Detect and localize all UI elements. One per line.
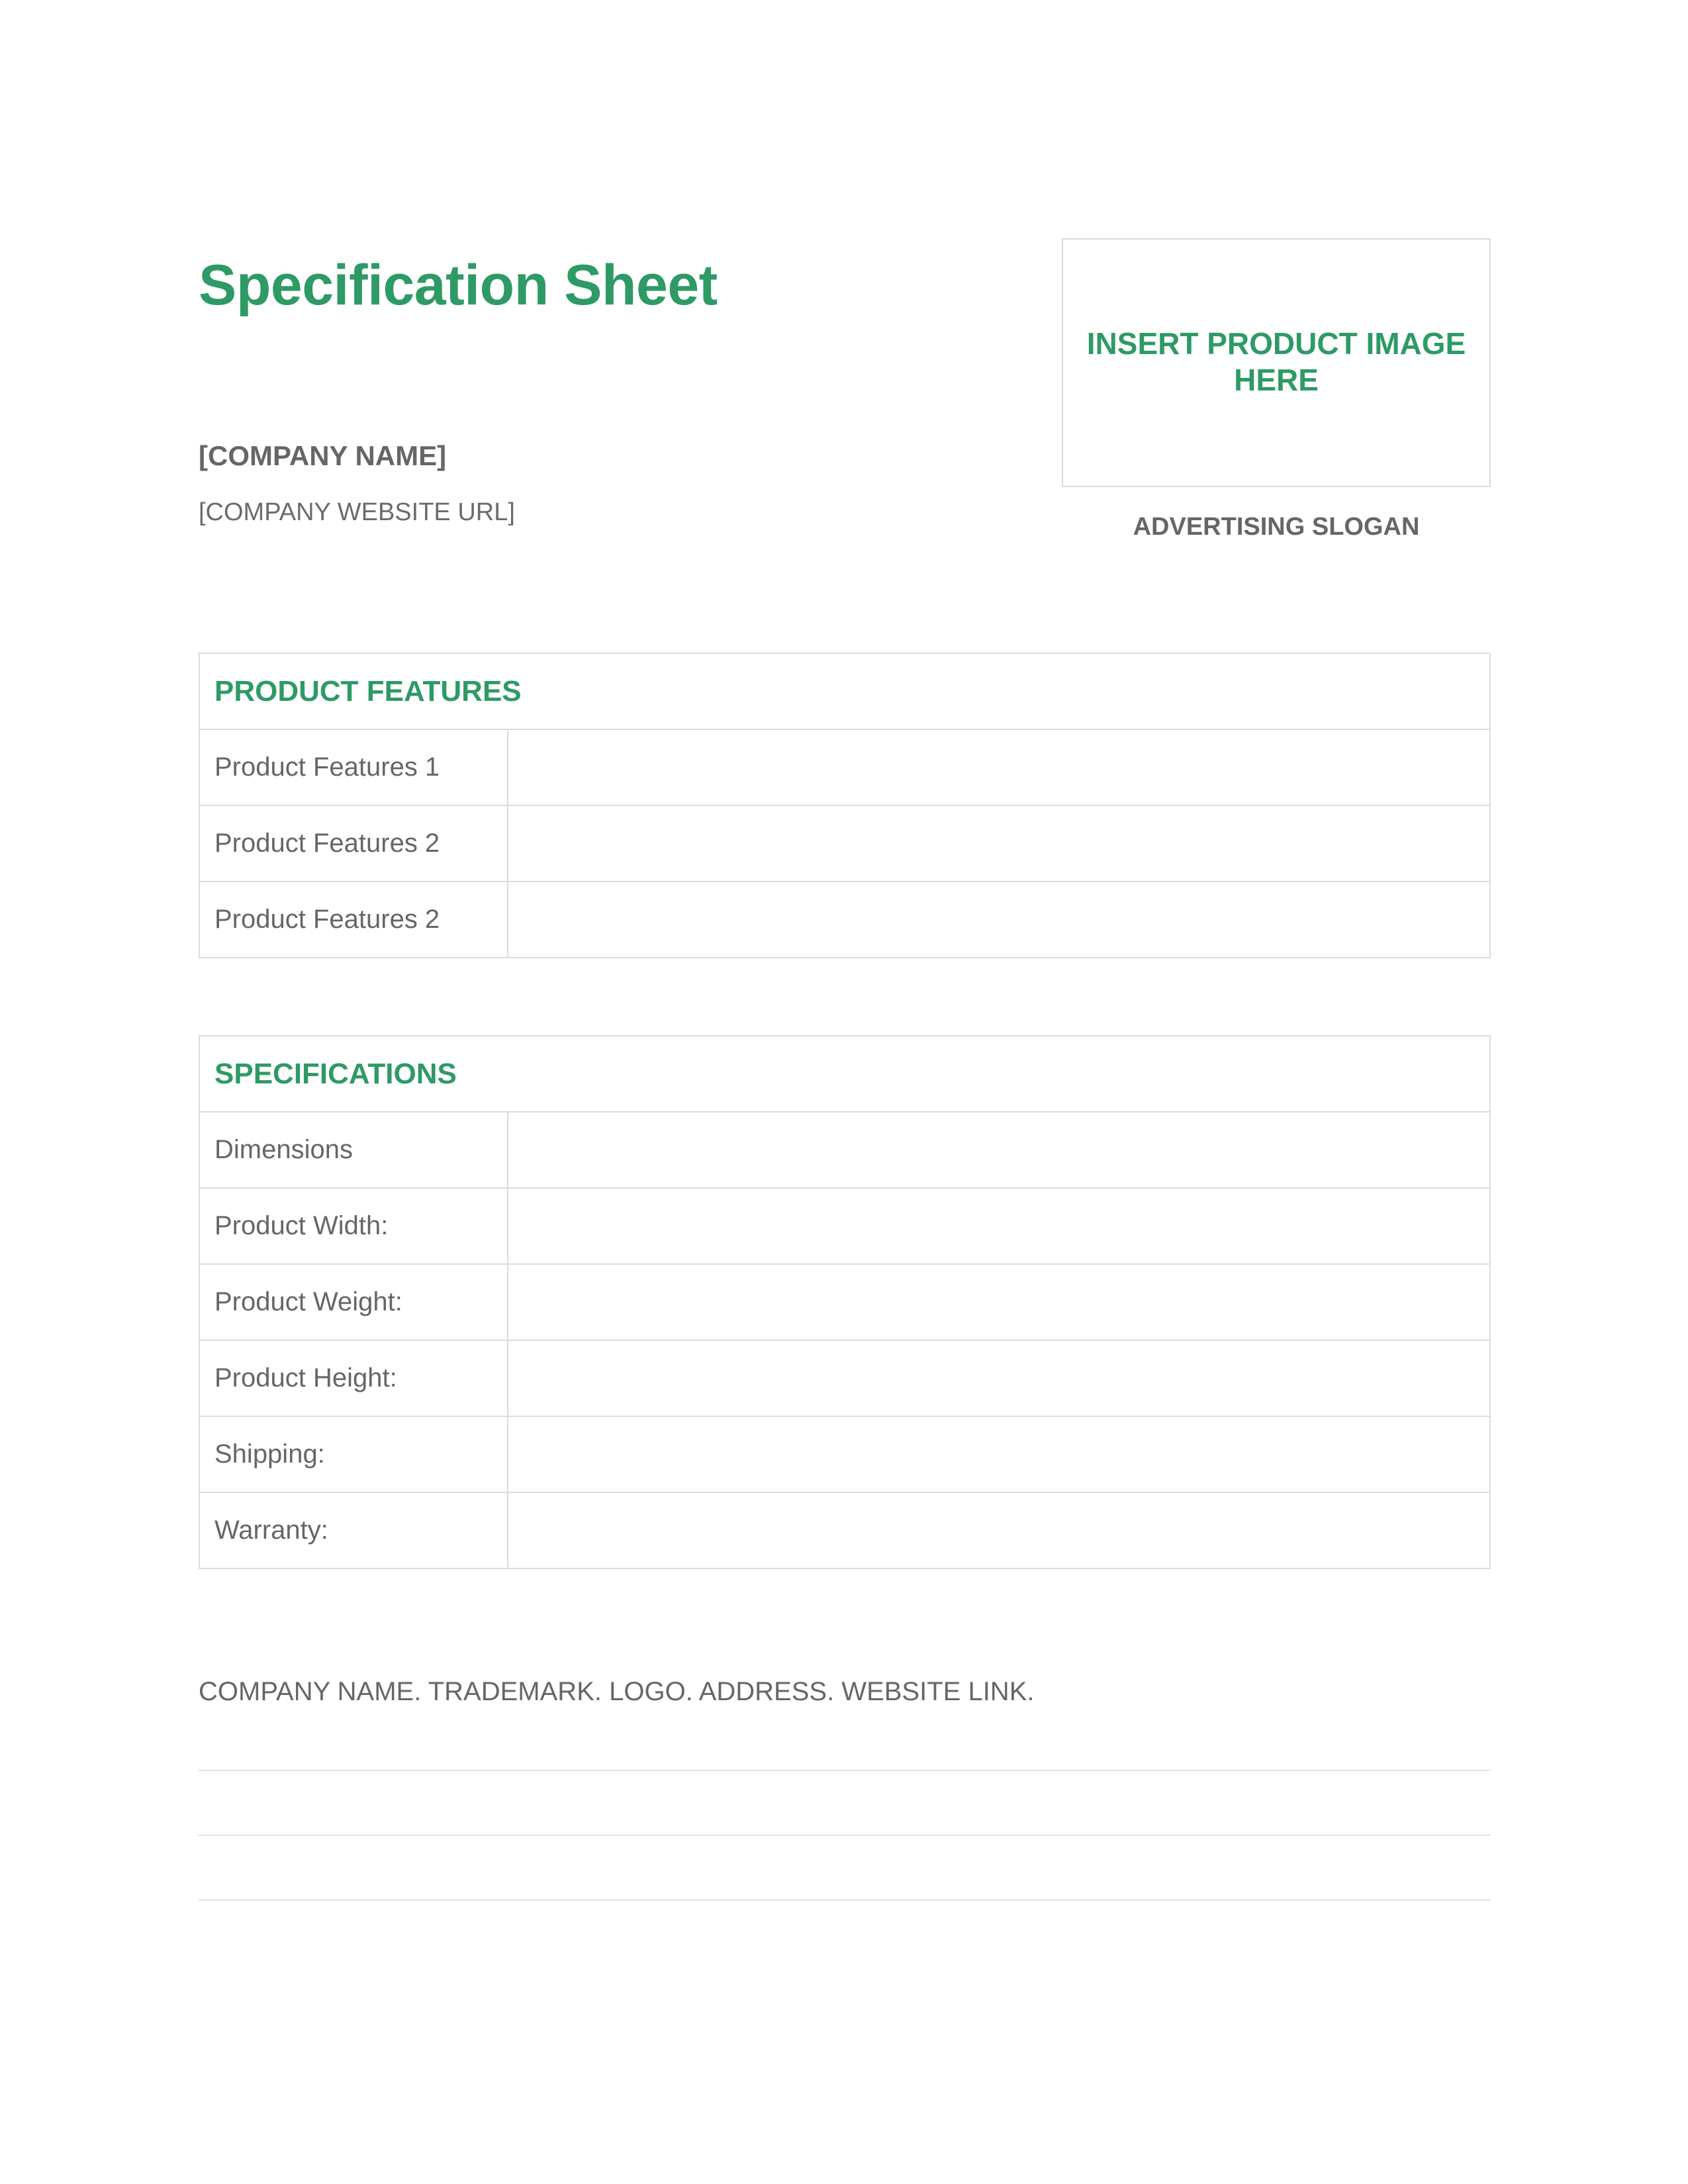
feature-value-cell[interactable] [508, 805, 1490, 882]
product-image-placeholder-text: INSERT PRODUCT IMAGE HERE [1086, 326, 1466, 398]
table-row [199, 882, 1490, 958]
table-row [199, 1340, 1490, 1416]
table-header-row [199, 653, 1490, 729]
feature-value-cell[interactable] [508, 882, 1490, 958]
footer-divider-line [199, 1899, 1491, 1901]
table-row [199, 805, 1490, 882]
table-row [199, 729, 1490, 805]
page-title: Specification Sheet [199, 253, 718, 317]
spec-value-cell[interactable] [508, 1416, 1490, 1492]
spec-value-cell[interactable] [508, 1112, 1490, 1188]
product-image-placeholder [1062, 238, 1491, 487]
table-row [199, 1492, 1490, 1569]
specifications-heading: SPECIFICATIONS [199, 1036, 1490, 1112]
product-features-heading: PRODUCT FEATURES [199, 653, 1490, 729]
spec-label: Shipping: [199, 1416, 508, 1492]
table-row [199, 1264, 1490, 1340]
spec-value-cell[interactable] [508, 1264, 1490, 1340]
spec-value-cell[interactable] [508, 1492, 1490, 1569]
spec-label: Product Width: [199, 1188, 508, 1264]
spec-label: Product Height: [199, 1340, 508, 1416]
feature-value-cell[interactable] [508, 729, 1490, 805]
table-row [199, 1112, 1490, 1188]
spec-label: Warranty: [199, 1492, 508, 1569]
product-features-table [199, 653, 1491, 958]
table-row [199, 1188, 1490, 1264]
specifications-table [199, 1035, 1491, 1569]
footer-divider-line [199, 1835, 1491, 1836]
spec-value-cell[interactable] [508, 1188, 1490, 1264]
company-website-url: [COMPANY WEBSITE URL] [199, 498, 515, 526]
spec-value-cell[interactable] [508, 1340, 1490, 1416]
feature-label: Product Features 2 [199, 882, 508, 958]
company-name: [COMPANY NAME] [199, 440, 447, 471]
table-row [199, 1416, 1490, 1492]
footer-divider-line [199, 1770, 1491, 1771]
feature-label: Product Features 1 [199, 729, 508, 805]
footer-company-info: COMPANY NAME. TRADEMARK. LOGO. ADDRESS. WEBSITE LINK. [199, 1677, 1035, 1706]
spec-label: Dimensions [199, 1112, 508, 1188]
spec-label: Product Weight: [199, 1264, 508, 1340]
advertising-slogan: ADVERTISING SLOGAN [1133, 513, 1420, 541]
table-header-row [199, 1036, 1490, 1112]
feature-label: Product Features 2 [199, 805, 508, 882]
